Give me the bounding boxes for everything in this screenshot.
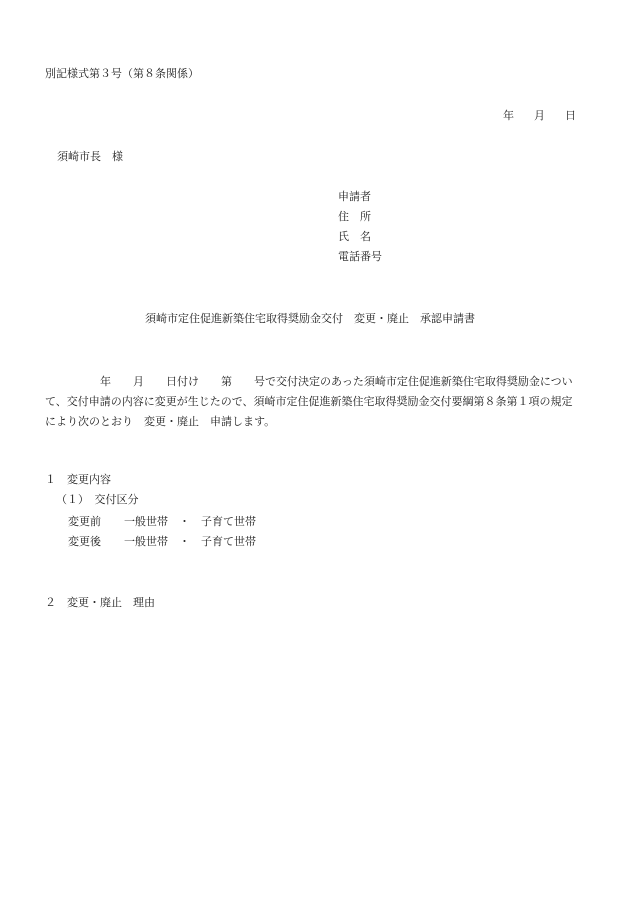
- body-paragraph: [45, 372, 587, 432]
- change-after-options: 一般世帯 ・ 子育て世帯: [124, 535, 256, 548]
- phone-label: 電話番号: [338, 250, 382, 263]
- change-before-label: 変更前: [68, 515, 101, 528]
- change-after-row: [68, 535, 256, 549]
- recipient: 須崎市長 様: [57, 150, 123, 163]
- change-before-row: [68, 515, 256, 529]
- section-2-heading: ２ 変更・廃止 理由: [45, 596, 155, 609]
- subsection-1-heading: （１） 交付区分: [56, 493, 139, 506]
- applicant-heading: 申請者: [338, 190, 371, 203]
- body-line-3: により次のとおり 変更・廃止 申請します。: [45, 415, 276, 428]
- address-label: 住 所: [338, 210, 371, 223]
- form-number: 別記様式第３号（第８条関係）: [45, 67, 199, 80]
- change-after-label: 変更後: [68, 535, 101, 548]
- date-month-label: 月: [534, 109, 545, 122]
- date-day-label: 日: [565, 109, 576, 122]
- date-line: [503, 109, 576, 123]
- document-title: 須崎市定住促進新築住宅取得奨励金交付 変更・廃止 承認申請書: [145, 312, 475, 325]
- applicant-block: [338, 190, 382, 270]
- date-year-label: 年: [503, 109, 514, 122]
- body-line-1: 年 月 日付け 第 号で交付決定のあった須崎市定住促進新築住宅取得奨励金につい: [45, 375, 573, 388]
- name-label: 氏 名: [338, 230, 371, 243]
- change-before-options: 一般世帯 ・ 子育て世帯: [124, 515, 256, 528]
- section-1-heading: １ 変更内容: [45, 473, 111, 486]
- body-line-2: て、交付申請の内容に変更が生じたので、須崎市定住促進新築住宅取得奨励金交付要綱第８条第１項の規定: [45, 395, 573, 408]
